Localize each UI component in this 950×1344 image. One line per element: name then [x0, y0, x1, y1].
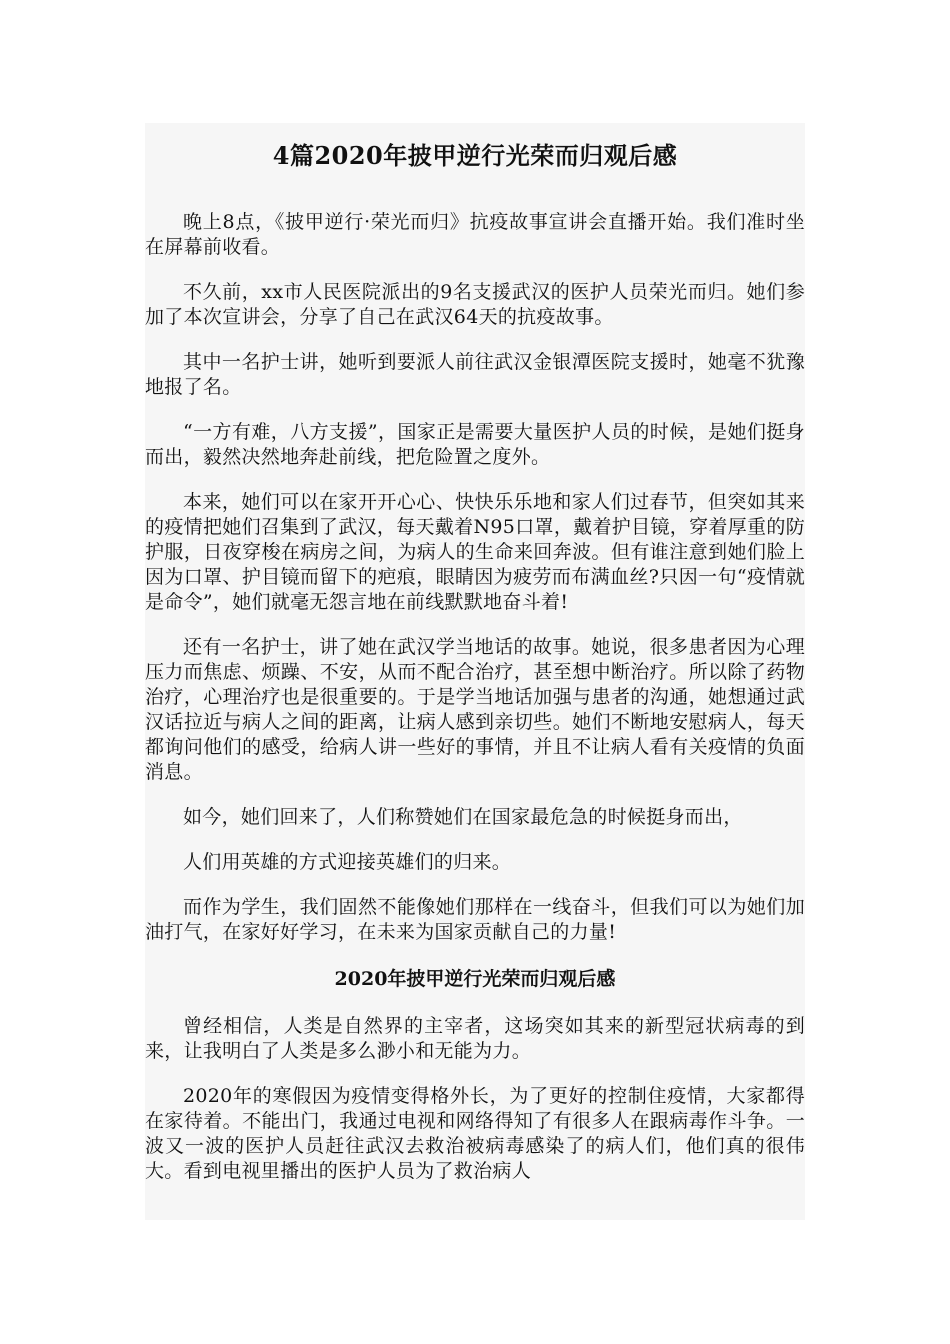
- paragraph-6: 还有一名护士，讲了她在武汉学当地话的故事。她说，很多患者因为心理压力而焦虑、烦躁、不安，从而不配合治疗，甚至想中断治疗。所以除了药物治疗，心理治疗也是很重要的。于是学当地话加强与患者的沟通，她想通过武汉话拉近与病人之间的距离，让病人感到亲切些。她们不断地安慰病人，每天都询问他们的感受，给病人讲一些好的事情，并且不让病人看有关疫情的负面消息。: [145, 636, 805, 783]
- section2-paragraph-1: 曾经相信，人类是自然界的主宰者，这场突如其来的新型冠状病毒的到来，让我明白了人类是多么渺小和无能为力。: [145, 1015, 805, 1062]
- document-title: 4篇2020年披甲逆行光荣而归观后感: [272, 141, 678, 170]
- paragraph-7: 如今，她们回来了，人们称赞她们在国家最危急的时候挺身而出，: [183, 806, 743, 828]
- paragraph-3: 其中一名护士讲，她听到要派人前往武汉金银潭医院支援时，她毫不犹豫地报了名。: [145, 351, 805, 398]
- paragraph-2: 不久前，xx市人民医院派出的9名支援武汉的医护人员荣光而归。她们参加了本次宣讲会，分享了自己在武汉64天的抗疫故事。: [145, 281, 805, 328]
- section-title: 2020年披甲逆行光荣而归观后感: [334, 968, 616, 990]
- document-body: [145, 123, 805, 1184]
- paragraph-9: 而作为学生，我们固然不能像她们那样在一线奋斗，但我们可以为她们加油打气，在家好好学习，在未来为国家贡献自己的力量!: [145, 896, 805, 943]
- section2-paragraph-2: 2020年的寒假因为疫情变得格外长，为了更好的控制住疫情，大家都得在家待着。不能出门，我通过电视和网络得知了有很多人在跟病毒作斗争。一波又一波的医护人员赶往武汉去救治被病毒感染了的病人们，他们真的很伟大。看到电视里播出的医护人员为了救治病人: [145, 1085, 805, 1182]
- paragraph-5: 本来，她们可以在家开开心心、快快乐乐地和家人们过春节，但突如其来的疫情把她们召集到了武汉，每天戴着N95口罩，戴着护目镜，穿着厚重的防护服，日夜穿梭在病房之间，为病人的生命来回奔波。但有谁注意到她们脸上因为口罩、护目镜而留下的疤痕，眼睛因为疲劳而布满血丝?只因一句“疫情就是命令”，她们就毫无怨言地在前线默默地奋斗着!: [145, 491, 805, 613]
- paragraph-1: 晚上8点，《披甲逆行·荣光而归》抗疫故事宣讲会直播开始。我们准时坐在屏幕前收看。: [145, 211, 805, 258]
- paragraph-4: “一方有难，八方支援”，国家正是需要大量医护人员的时候，是她们挺身而出，毅然决然地奔赴前线，把危险置之度外。: [145, 421, 805, 468]
- paragraph-8: 人们用英雄的方式迎接英雄们的归来。: [183, 851, 512, 873]
